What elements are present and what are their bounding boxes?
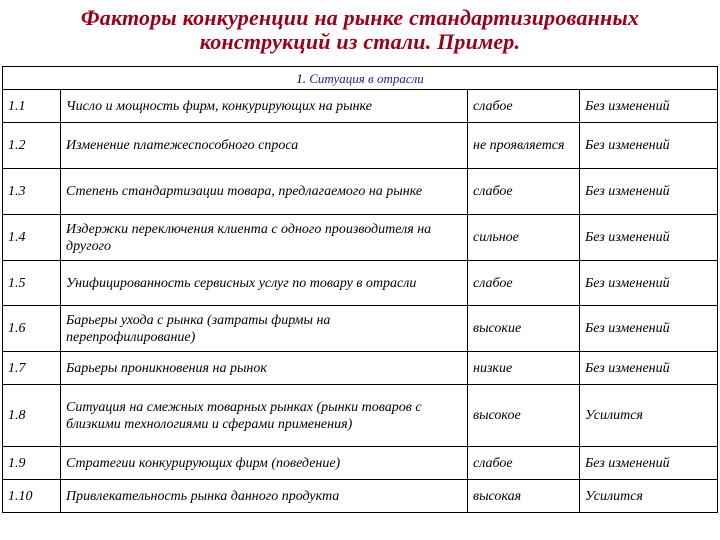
table-row [3,480,718,513]
row-value: слабое [468,90,580,123]
row-factor: Издержки переключения клиента с одного производителя на другого [61,215,468,261]
row-factor: Число и мощность фирм, конкурирующих на рынке [61,90,468,123]
section-number: 1. [296,70,306,86]
row-value: низкие [468,352,580,385]
table-row [3,123,718,169]
row-factor: Барьеры проникновения на рынок [61,352,468,385]
row-factor: Степень стандартизации товара, предлагаемого на рынке [61,169,468,215]
row-value: слабое [468,261,580,306]
row-number: 1.7 [3,352,61,385]
row-factor: Привлекательность рынка данного продукта [61,480,468,513]
row-value: высокая [468,480,580,513]
row-trend: Без изменений [580,215,718,261]
row-factor: Барьеры ухода с рынка (затраты фирмы на перепрофилирование) [61,306,468,352]
row-value: слабое [468,447,580,480]
row-factor: Изменение платежеспособного спроса [61,123,468,169]
row-number: 1.10 [3,480,61,513]
row-trend: Усилится [580,480,718,513]
section-label: Ситуация в отрасли [309,70,424,86]
row-value: не проявляется [468,123,580,169]
row-value: сильное [468,215,580,261]
table-row [3,352,718,385]
section-header [3,67,718,90]
table-row [3,90,718,123]
page-title [0,6,720,54]
row-trend: Без изменений [580,90,718,123]
row-factor: Стратегии конкурирующих фирм (поведение) [61,447,468,480]
table-row [3,306,718,352]
row-number: 1.4 [3,215,61,261]
row-number: 1.8 [3,385,61,447]
row-value: высокие [468,306,580,352]
table-row [3,169,718,215]
row-number: 1.6 [3,306,61,352]
row-number: 1.9 [3,447,61,480]
table-row [3,261,718,306]
row-trend: Без изменений [580,306,718,352]
row-trend: Без изменений [580,261,718,306]
table-row [3,447,718,480]
title-line-2: конструкций из стали. Пример. [199,29,521,54]
row-trend: Без изменений [580,123,718,169]
row-factor: Ситуация на смежных товарных рынках (рынки товаров с близкими технологиями и сферами применения) [61,385,468,447]
row-factor: Унифицированность сервисных услуг по товару в отрасли [61,261,468,306]
row-value: слабое [468,169,580,215]
table-row [3,385,718,447]
row-trend: Усилится [580,385,718,447]
row-number: 1.3 [3,169,61,215]
row-number: 1.5 [3,261,61,306]
row-trend: Без изменений [580,447,718,480]
row-number: 1.2 [3,123,61,169]
row-trend: Без изменений [580,169,718,215]
factors-table [2,66,718,513]
row-trend: Без изменений [580,352,718,385]
table-row [3,215,718,261]
row-number: 1.1 [3,90,61,123]
section-header-row [3,67,718,90]
row-value: высокое [468,385,580,447]
title-line-1: Факторы конкуренции на рынке стандартизированных [80,5,640,30]
